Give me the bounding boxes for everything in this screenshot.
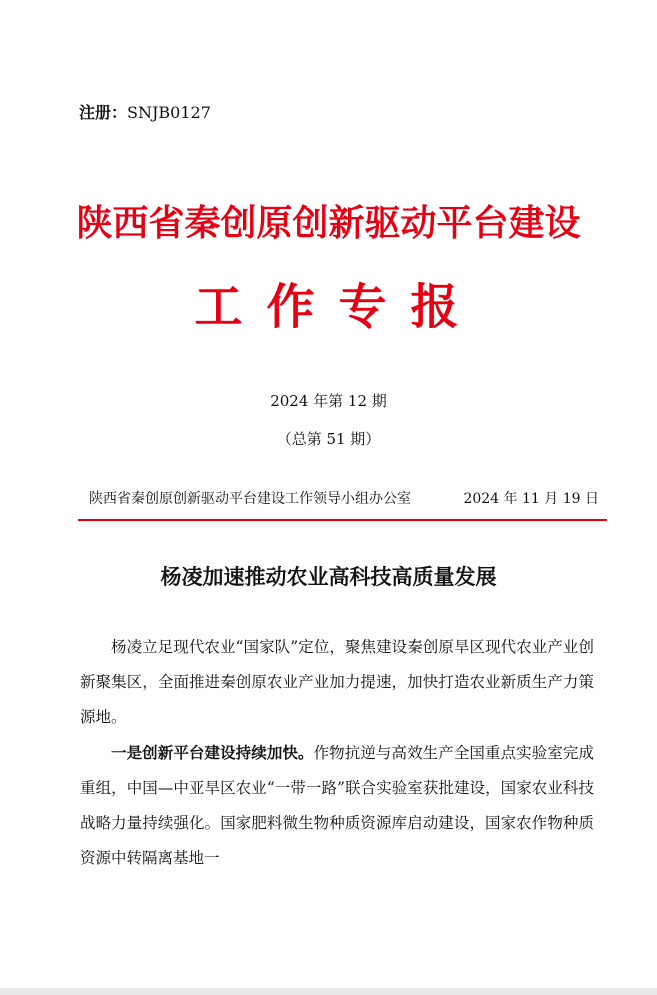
paragraph-platform [80, 735, 594, 876]
masthead-subtitle: 工作专报 [194, 279, 483, 335]
red-divider [78, 519, 607, 521]
paragraph-lead: 一是创新平台建设持续加快。 [111, 743, 314, 762]
issuing-organization: 陕西省秦创原创新驱动平台建设工作领导小组办公室 [89, 491, 411, 507]
paragraph-text: 作物抗逆与高效生产全国重点实验室完成重组，中国—中亚旱区农业“一带一路”联合实验室获批建设，国家农业科技战略力量持续强化。国家肥料微生物种质资源库启动建设，国家农作物种质资源中转隔离基地一 [80, 744, 594, 867]
page-bottom-edge [0, 988, 657, 995]
issue-total: （总第 51 期） [276, 430, 381, 448]
issue-date: 2024 年 11 月 19 日 [463, 491, 599, 507]
registration-number [79, 100, 211, 123]
issue-number: 2024 年第 12 期 [270, 392, 387, 410]
masthead-title: 陕西省秦创原创新驱动平台建设 [76, 202, 581, 244]
paragraph-intro: 杨凌立足现代农业“国家队”定位，聚焦建设秦创原旱区现代农业产业创新聚集区，全面推进秦创原农业产业加力提速，加快打造农业新质生产力策源地。 [80, 638, 594, 726]
article-body [80, 630, 594, 876]
article-title: 杨凌加速推动农业高科技高质量发展 [160, 564, 497, 589]
registration-label: 注册： [79, 103, 128, 122]
registration-code: SNJB0127 [127, 103, 211, 122]
